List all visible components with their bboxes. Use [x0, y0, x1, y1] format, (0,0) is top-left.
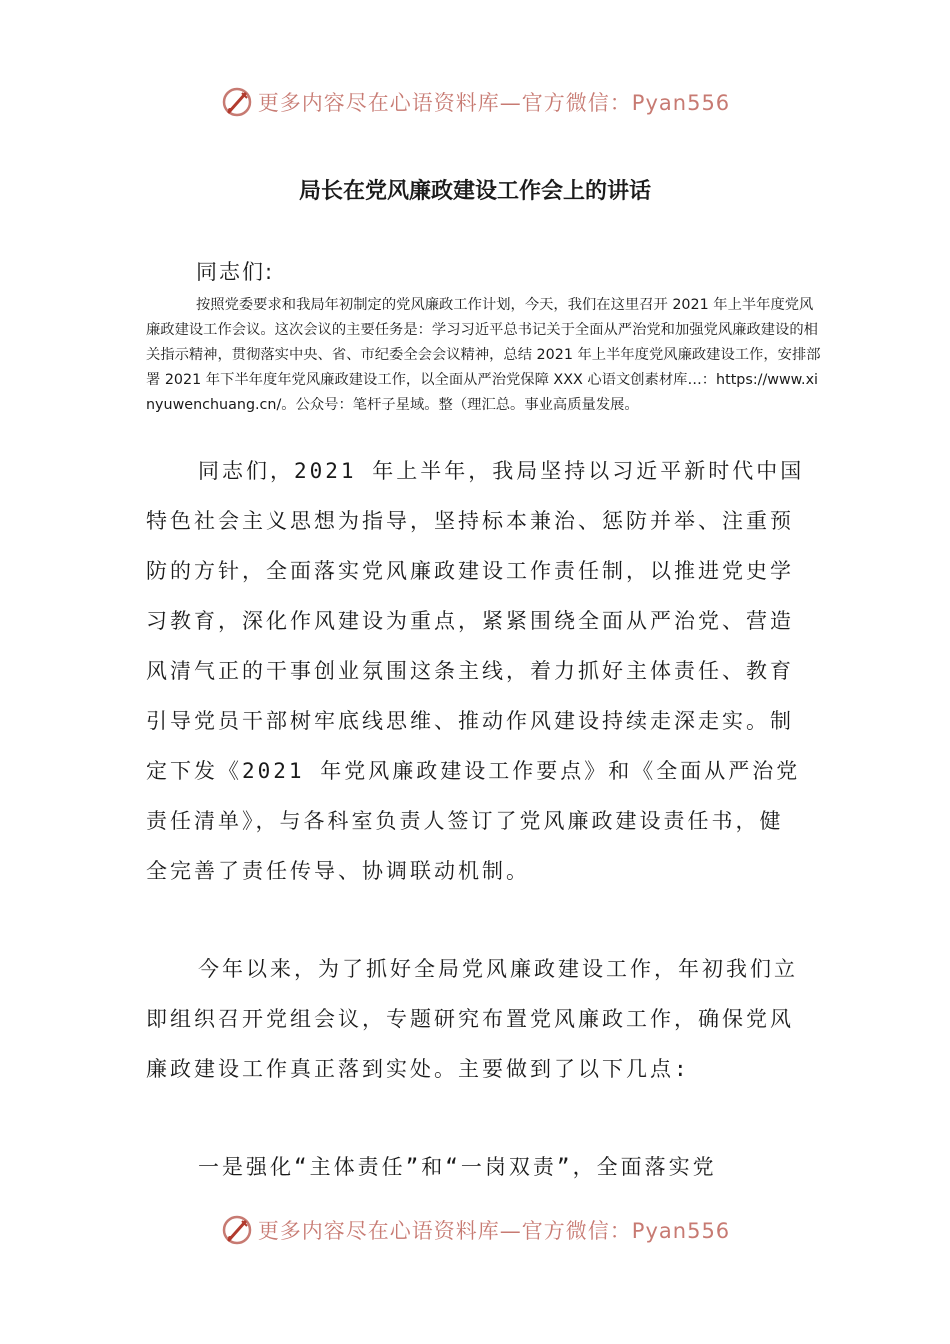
body-paragraph: 一是强化“主体责任”和“一岗双责”，全面落实党 [198, 1155, 717, 1179]
body-paragraph: 同志们，2021 年上半年，我局坚持以习近平新时代中国特色社会主义思想为指导，坚持标本兼治、惩防并举、注重预防的方针，全面落实党风廉政建设工作责任制，以推进党史学习教育，深化作风建设为重点，紧紧围绕全面从严治党、营造风清气正的干事创业氛围这条主线，着力抓好主体责任、教育引导党员干部树牢底线思维、推动作风建设持续走深走实。制定下发《2021 年党风廉政建设工作要点》和《全面从严治党责任清单》，与各科室负责人签订了党风廉政建设责任书，健全完善了责任传导、协调联动机制。 [146, 459, 805, 883]
body-paragraph: 今年以来，为了抓好全局党风廉政建设工作，年初我们立即组织召开党组会议，专题研究布置党风廉政工作，确保党风廉政建设工作真正落到实处。主要做到了以下几点: [146, 957, 798, 1081]
salutation: 同志们: [196, 260, 275, 284]
pen-circle-logo-icon [220, 85, 254, 119]
intro-paragraph: 按照党委要求和我局年初制定的党风廉政工作计划，今天，我们在这里召开 2021 年上半年度党风廉政建设工作会议。这次会议的主要任务是：学习习近平总书记关于全面从严治党和加强党风廉政建设的相关指示精神，贯彻落实中央、省、市纪委全会会议精神，总结 2021 年上半年度党风廉政建设工作，安排部署 2021 年下半年度年党风廉政建设工作，以全面从严治党保障 XXX 心语文创素材库…：https://www.xinyuwenchuang.cn/。公众号：笔杆子星域。整（理汇总。事业高质量发展。 [146, 297, 821, 413]
document-title: 局长在党风廉政建设工作会上的讲话 [298, 178, 651, 204]
header-banner-text: 更多内容尽在心语资料库—官方微信：Pyan556 [257, 91, 731, 115]
header-banner [0, 80, 950, 124]
pen-circle-logo-icon [220, 1213, 254, 1247]
footer-banner-text: 更多内容尽在心语资料库—官方微信：Pyan556 [257, 1219, 731, 1243]
footer-banner [0, 1208, 950, 1252]
